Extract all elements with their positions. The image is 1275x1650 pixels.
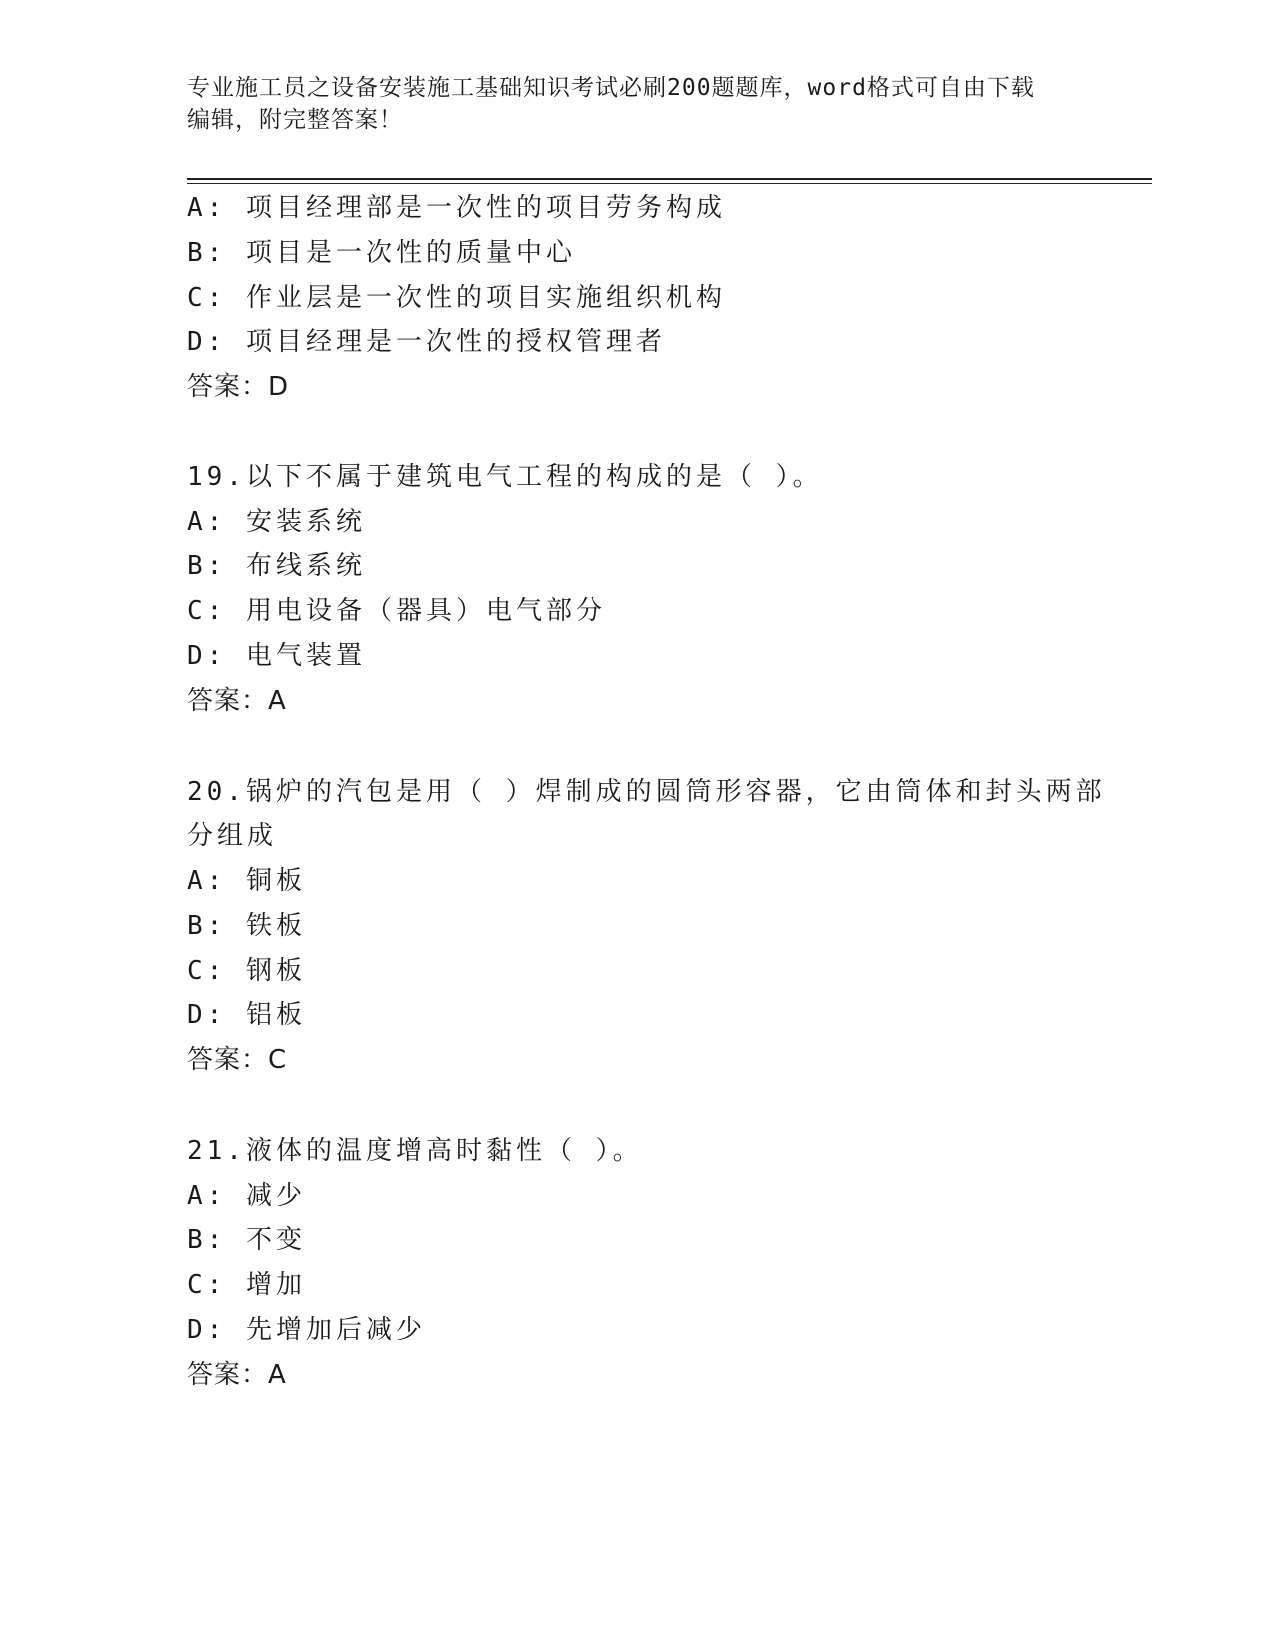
q20-question-line-1: 20.锅炉的汽包是用（ ）焊制成的圆筒形容器，它由筒体和封头两部 — [187, 777, 1106, 807]
document-header — [187, 72, 1087, 136]
q19-answer: 答案：A — [187, 686, 287, 716]
q19-option-d: D: 电气装置 — [187, 641, 366, 671]
q21-option-d: D: 先增加后减少 — [187, 1315, 426, 1345]
q21-question: 21.液体的温度增高时黏性（ ）。 — [187, 1136, 643, 1166]
q18-option-a: A: 项目经理部是一次性的项目劳务构成 — [187, 193, 726, 223]
q18-option-b: B: 项目是一次性的质量中心 — [187, 238, 576, 268]
q18-option-d: D: 项目经理是一次性的授权管理者 — [187, 327, 666, 357]
q21-option-b: B: 不变 — [187, 1225, 306, 1255]
q20-option-c: C: 钢板 — [187, 956, 306, 986]
q19-option-b: B: 布线系统 — [187, 551, 366, 581]
q20-option-b: B: 铁板 — [187, 911, 306, 941]
q19-question: 19.以下不属于建筑电气工程的构成的是（ ）。 — [187, 462, 823, 492]
header-title-line-2: 编辑，附完整答案！ — [187, 107, 403, 133]
q20-option-a: A: 铜板 — [187, 866, 306, 896]
q21-answer: 答案：A — [187, 1360, 287, 1390]
q21-option-c: C: 增加 — [187, 1270, 306, 1300]
q20-answer: 答案：C — [187, 1045, 288, 1075]
q19-option-a: A: 安装系统 — [187, 507, 366, 537]
header-divider-thin — [187, 183, 1152, 184]
header-title-line-1: 专业施工员之设备安装施工基础知识考试必刷200题题库，word格式可自由下载 — [187, 75, 1035, 101]
q18-answer: 答案：D — [187, 372, 290, 402]
q19-option-c: C: 用电设备（器具）电气部分 — [187, 596, 606, 626]
q21-option-a: A: 减少 — [187, 1181, 306, 1211]
q20-question-line-2: 分组成 — [187, 821, 278, 851]
q18-option-c: C: 作业层是一次性的项目实施组织机构 — [187, 283, 726, 313]
header-divider-thick — [187, 178, 1152, 180]
q20-option-d: D: 铝板 — [187, 1000, 306, 1030]
